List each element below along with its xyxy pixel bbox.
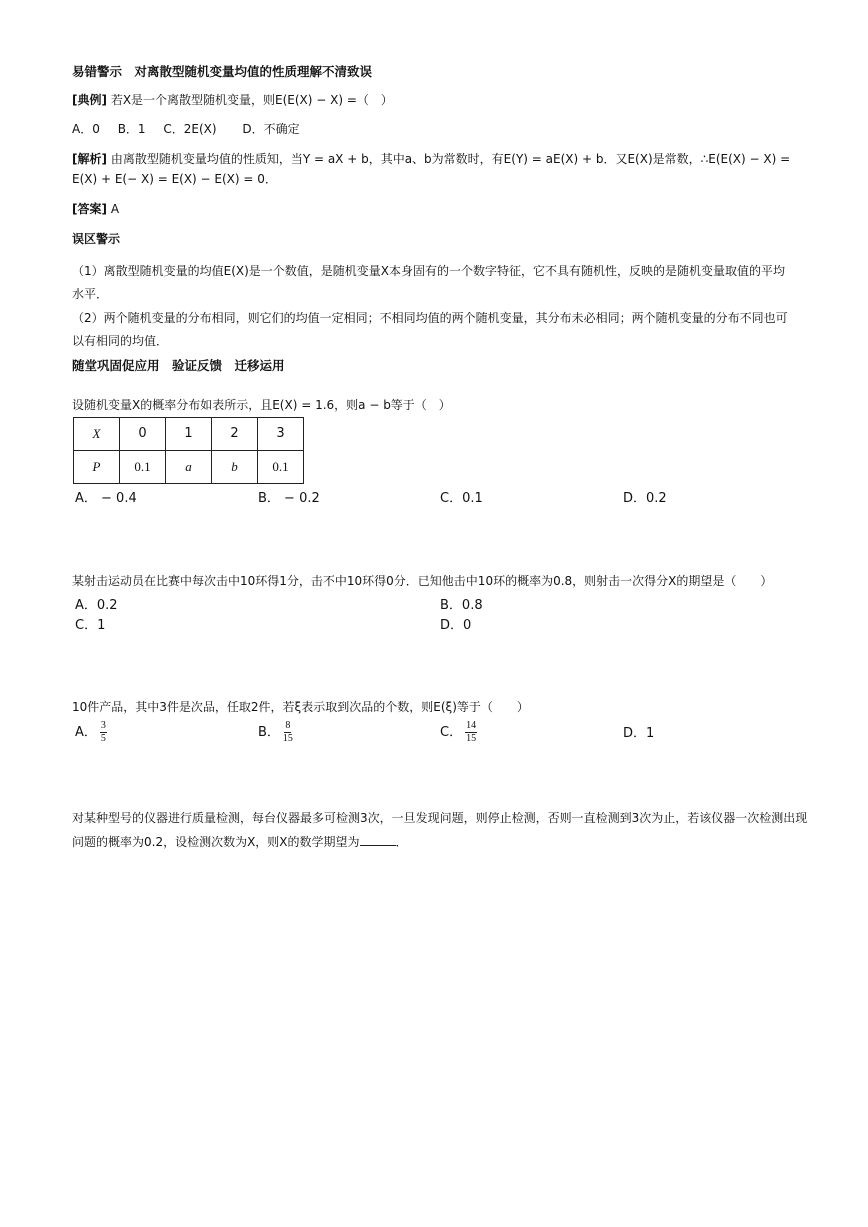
table-cell: P	[74, 451, 120, 484]
warning-point-1: （1）离散型随机变量的均值E(X)是一个数值，是随机变量X本身固有的一个数字特征，它不具有随机性，反映的是随机变量取值的平均水平．	[72, 264, 786, 301]
table-cell: 3	[258, 418, 304, 451]
table-cell: X	[74, 418, 120, 451]
q4-end: ．	[395, 835, 408, 849]
q1-stem: 设随机变量X的概率分布如表所示，且E(X) = 1.6，则a − b等于（ ）	[72, 398, 451, 412]
distribution-table	[73, 417, 304, 484]
q2-option-a: A．0.2	[75, 598, 118, 613]
q3-option-b	[258, 721, 293, 744]
example-tag: [典例]	[72, 93, 107, 107]
q1-option-d: D．0.2	[623, 491, 667, 506]
section-title-error-warning: 易错警示 对离散型随机变量均值的性质理解不清致误	[72, 64, 373, 79]
q3-stem: 10件产品，其中3件是次品，任取2件，若ξ表示取到次品的个数，则E(ξ)等于（ ）	[72, 700, 529, 714]
q4-line-2	[72, 834, 408, 851]
example-option-c: C．2E(X)	[163, 122, 217, 136]
fraction	[100, 721, 107, 744]
analysis-tag: [解析]	[72, 152, 107, 166]
q3-option-b-label: B．	[258, 725, 280, 740]
analysis-line-1	[72, 151, 790, 168]
q2-stem: 某射击运动员在比赛中每次击中10环得1分，击不中10环得0分．已知他击中10环的概率为0.8，则射击一次得分X的期望是（ ）	[72, 574, 773, 588]
example-text: 若X是一个离散型随机变量，则E(E(X) − X) =（ ）	[110, 93, 393, 107]
example-option-b: B．1	[117, 122, 146, 136]
analysis-line-2: E(X) + E(− X) = E(X) − E(X) = 0．	[72, 172, 277, 186]
answer-value: A	[110, 202, 120, 216]
analysis-text-1: 由离散型随机变量均值的性质知，当Y = aX + b，其中a、b为常数时，有E(Y) = aE(X) + b．又E(X)是常数，∴E(E(X) − X) =	[110, 152, 791, 166]
fraction-denominator: 15	[282, 733, 293, 744]
answer-blank[interactable]	[360, 834, 396, 846]
table-cell: b	[212, 451, 258, 484]
q2-option-d: D．0	[440, 618, 472, 633]
answer-tag: [答案]	[72, 202, 107, 216]
fraction	[283, 721, 293, 744]
example-question	[72, 92, 393, 109]
q3-option-c-label: C．	[440, 725, 463, 740]
table-cell: 2	[212, 418, 258, 451]
example-option-a: A．0	[72, 122, 100, 136]
q3-option-c	[440, 721, 477, 744]
q3-option-a	[75, 721, 107, 744]
q4-line-1: 对某种型号的仪器进行质量检测，每台仪器最多可检测3次，一旦发现问题，则停止检测，否则一直检测到3次为止，若该仪器一次检测出现	[72, 811, 808, 825]
example-option-d: D．不确定	[242, 122, 300, 136]
table-cell: 0	[120, 418, 166, 451]
table-row	[74, 451, 304, 484]
fraction-numerator: 14	[466, 720, 477, 731]
fraction-denominator: 15	[466, 733, 477, 744]
q3-option-d: D．1	[623, 726, 655, 741]
fraction-numerator: 8	[285, 720, 291, 731]
warning-title: 误区警示	[72, 232, 121, 246]
q1-option-c: C．0.1	[440, 491, 483, 506]
q1-option-a: A． − 0.4	[75, 491, 137, 506]
answer-line	[72, 201, 119, 218]
q2-option-b: B．0.8	[440, 598, 483, 613]
q3-option-a-label: A．	[75, 725, 97, 740]
fraction	[465, 721, 477, 744]
table-cell: 1	[166, 418, 212, 451]
table-cell: a	[166, 451, 212, 484]
warning-point-2: （2）两个随机变量的分布相同，则它们的均值一定相同；不相同均值的两个随机变量，其分布未必相同；两个随机变量的分布不同也可以有相同的均值．	[72, 311, 788, 348]
table-cell: 0.1	[120, 451, 166, 484]
example-options	[72, 121, 300, 138]
fraction-denominator: 5	[100, 733, 106, 744]
fraction-numerator: 3	[100, 720, 106, 731]
table-row	[74, 418, 304, 451]
q2-option-c: C．1	[75, 618, 106, 633]
section-title-practice: 随堂巩固促应用 验证反馈 迁移运用	[72, 358, 285, 373]
table-cell: 0.1	[258, 451, 304, 484]
q1-option-b: B． − 0.2	[258, 491, 320, 506]
q4-text: 问题的概率为0.2，设检测次数为X，则X的数学期望为	[72, 835, 360, 849]
